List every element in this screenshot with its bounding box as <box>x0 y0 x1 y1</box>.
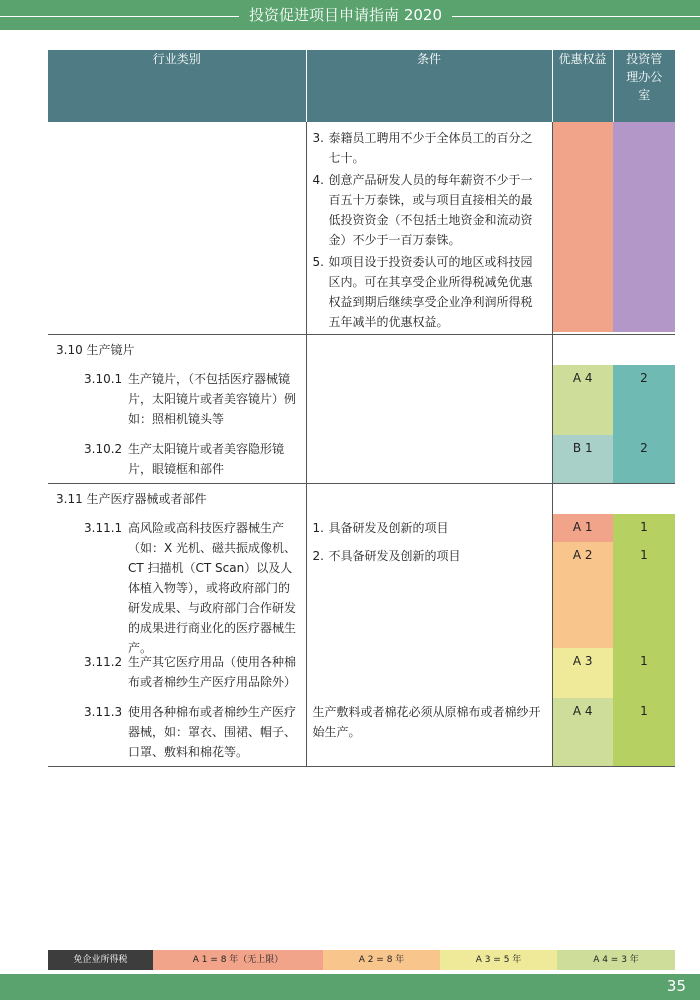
conditions-cell <box>306 335 552 484</box>
legend-a2: A 2 = 8 年 <box>323 950 440 970</box>
legend-a1: A 1 = 8 年（无上限） <box>153 950 323 970</box>
condition-text: 生产敷料或者棉花必须从原棉布或者棉纱开始生产。 <box>312 705 541 739</box>
table-row <box>48 122 675 335</box>
sub-item: 3.11.3 使用各种棉布或者棉纱生产医疗器械，如：罩衣、围裙、帽子、口罩、敷料和棉花等。 <box>84 705 297 759</box>
table-row <box>48 484 675 767</box>
document-title: 投资促进项目申请指南 2020 <box>239 4 452 26</box>
condition-item: 4. 创意产品研发人员的每年薪资不少于一百五十万泰铢，或与项目直接相关的最低投资资金（不包括土地资金和流动资金）不少于一百万泰铢。 <box>312 173 533 247</box>
legend-bar <box>48 950 675 970</box>
legend-a3: A 3 = 5 年 <box>440 950 557 970</box>
office-badge: 1 <box>640 654 648 668</box>
page-footer <box>0 974 700 1000</box>
condition-item: 5. 如项目设于投资委认可的地区或科技园区内。可在其享受企业所得税减免优惠权益到期后继续享受企业净利润所得税五年减半的优惠权益。 <box>312 255 533 329</box>
benefit-cell <box>552 335 613 484</box>
conditions-cell <box>306 122 552 335</box>
benefit-badge: A 4 <box>553 365 614 435</box>
section-title: 3.11 生产医疗器械或者部件 <box>56 492 207 506</box>
benefit-cell <box>552 484 613 767</box>
benefit-cell <box>552 122 613 335</box>
table-row <box>48 335 675 484</box>
office-badge: 1 <box>640 704 648 718</box>
benefit-badge: A 1 <box>553 514 614 542</box>
office-cell <box>613 122 675 335</box>
header-industry: 行业类别 <box>48 50 306 122</box>
benefit-badge: A 4 <box>553 698 614 766</box>
condition-item: 1. 具备研发及创新的项目 <box>312 521 449 535</box>
sub-item: 3.10.1 生产镜片，（不包括医疗器械镜片，太阳镜片或者美容镜片）例如：照相机镜头等 <box>84 372 297 426</box>
office-badge: 2 <box>613 435 675 483</box>
page-number: 35 <box>666 977 686 995</box>
industry-cell <box>48 484 306 767</box>
condition-item: 2. 不具备研发及创新的项目 <box>312 549 461 563</box>
office-cell <box>613 335 675 484</box>
legend-a4: A 4 = 3 年 <box>557 950 675 970</box>
benefit-color-block <box>553 122 614 332</box>
table-header-row <box>48 50 675 122</box>
conditions-cell <box>306 484 552 767</box>
sub-item: 3.11.1 高风险或高科技医疗器械生产（如：X 光机、磁共振成像机、CT 扫描机（CT Scan）以及人体植入物等），或将政府部门的研发成果、与政府部门合作研发的成果进行商业化的医疗器械生产。 <box>84 521 297 655</box>
legend-tax-exempt: 免企业所得税 <box>48 950 153 970</box>
industry-cell <box>48 335 306 484</box>
incentive-table <box>48 50 675 767</box>
office-cell <box>613 484 675 767</box>
header-conditions: 条件 <box>306 50 552 122</box>
sub-item: 3.11.2 生产其它医疗用品（使用各种棉布或者棉纱生产医疗用品除外） <box>84 655 297 689</box>
office-color-block <box>613 122 675 332</box>
benefit-badge: A 2 <box>553 542 614 648</box>
benefit-badge: B 1 <box>553 435 614 483</box>
office-badge: 1 <box>640 548 648 562</box>
header-benefits: 优惠权益 <box>552 50 613 122</box>
sub-item: 3.10.2 生产太阳镜片或者美容隐形镜片，眼镜框和部件 <box>84 442 285 476</box>
section-title: 3.10 生产镜片 <box>56 343 135 357</box>
industry-cell <box>48 122 306 335</box>
office-badge: 2 <box>613 365 675 435</box>
header-office: 投资管理办公室 <box>613 50 675 122</box>
benefit-badge: A 3 <box>553 648 614 698</box>
page-header <box>0 0 700 30</box>
office-badge: 1 <box>640 520 648 534</box>
condition-item: 3. 泰籍员工聘用不少于全体员工的百分之七十。 <box>312 131 533 165</box>
